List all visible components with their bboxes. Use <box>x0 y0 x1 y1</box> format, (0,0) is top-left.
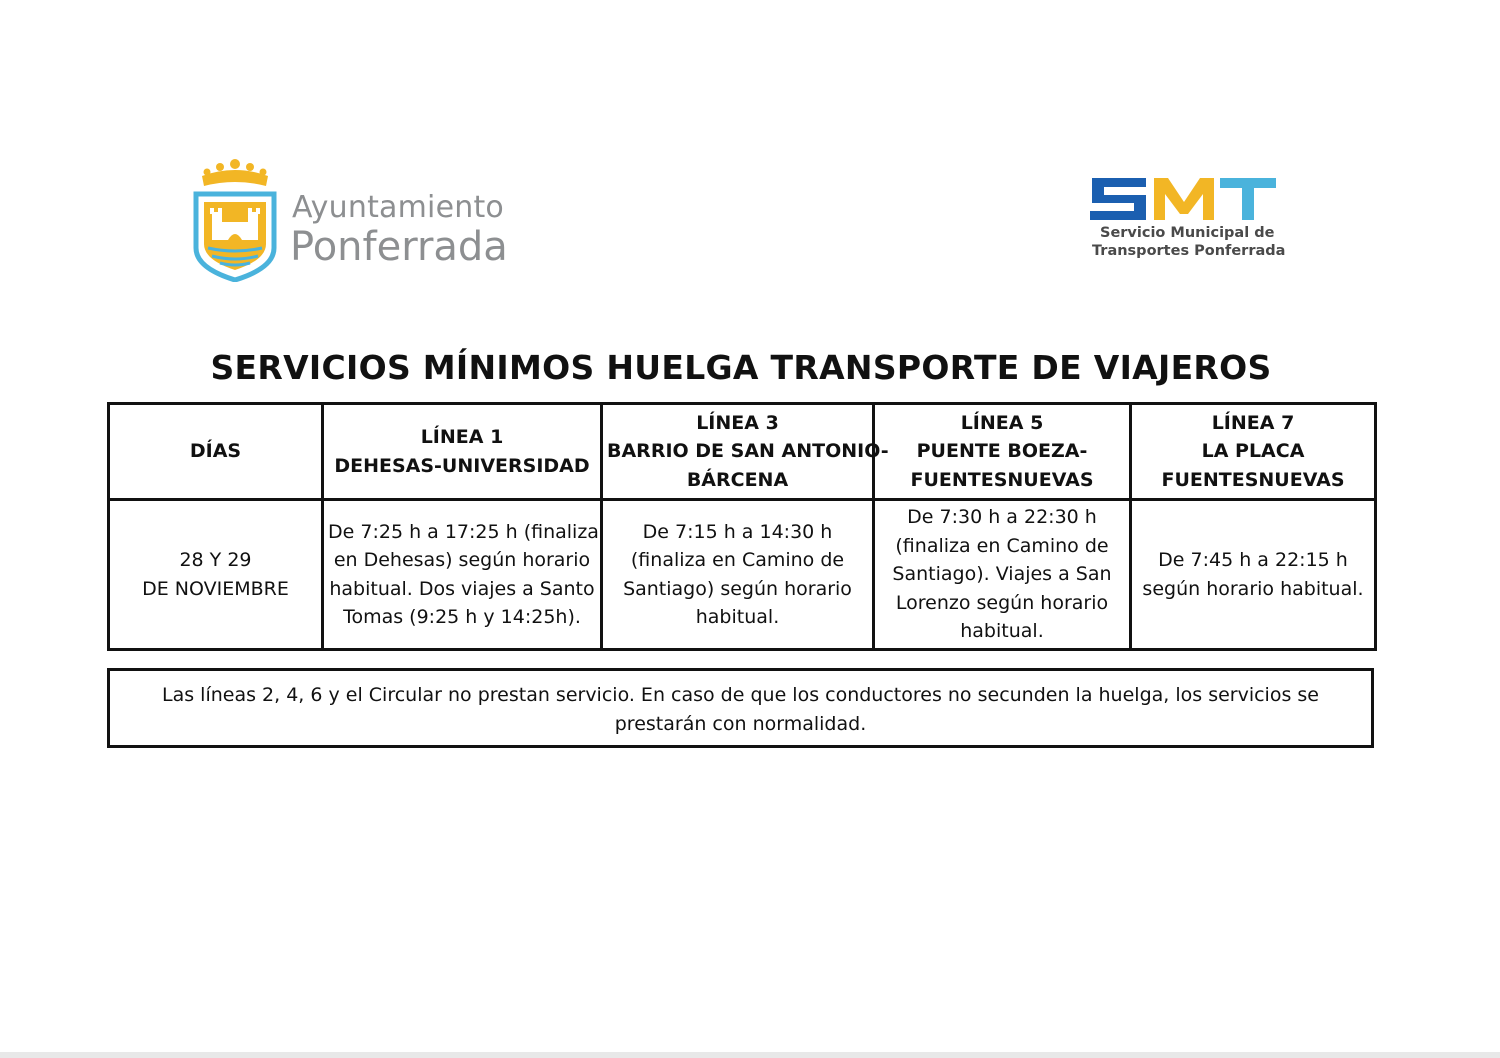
cell-text-line: BÁRCENA <box>686 468 789 491</box>
cell-text-line: De 7:45 h a 22:15 h <box>1158 549 1348 571</box>
smt-mark-icon <box>1088 176 1280 222</box>
cell-text-line: PUENTE BOEZA- <box>916 440 1088 463</box>
cell-text-line: (finaliza en Camino de <box>895 534 1109 557</box>
table-header-row <box>109 404 1376 500</box>
table-header-cell <box>323 404 602 500</box>
cell-text-line: habitual. <box>960 620 1044 643</box>
cell-text-line: De 7:25 h a 17:25 h (finaliza <box>328 520 599 543</box>
page-title: SERVICIOS MÍNIMOS HUELGA TRANSPORTE DE VIAJEROS <box>210 348 1272 387</box>
cell-text-line: FUENTESNUEVAS <box>910 468 1094 491</box>
table-row <box>109 500 1376 650</box>
cell-text-line: Tomas (9:25 h y 14:25h). <box>343 606 581 628</box>
logo-ayuntamiento-ponferrada <box>188 152 528 284</box>
table-cell <box>1131 500 1376 650</box>
cell-text-line: De 7:30 h a 22:30 h <box>907 506 1097 529</box>
smt-subtitle-line2: Transportes Ponferrada <box>1092 243 1286 259</box>
cell-text-line: Santiago) según horario <box>623 577 852 600</box>
cell-text-line: habitual. Dos viajes a Santo <box>329 577 595 600</box>
cell-text-line: DEHESAS-UNIVERSIDAD <box>334 454 590 477</box>
page-bottom-edge <box>0 1052 1500 1058</box>
cell-text-line: LÍNEA 3 <box>696 411 779 434</box>
table-cell <box>109 500 323 650</box>
table-header-cell <box>1131 404 1376 500</box>
cell-text-line: habitual. <box>695 606 780 628</box>
logo-smt <box>1088 176 1288 266</box>
cell-text-line: LÍNEA 1 <box>420 426 504 448</box>
table-cell <box>602 500 874 650</box>
cell-text-line: DÍAS <box>189 440 242 463</box>
logo-text-ponferrada: Ponferrada <box>290 224 508 270</box>
coat-of-arms-icon <box>190 156 280 282</box>
cell-text-line: De 7:15 h a 14:30 h <box>642 520 833 543</box>
note-box <box>107 668 1374 748</box>
cell-text-line: Santiago). Viajes a San <box>892 563 1112 586</box>
table-header-cell <box>602 404 889 500</box>
cell-text-line: LA PLACA <box>1201 440 1305 463</box>
cell-text-line: 28 Y 29 <box>179 549 252 571</box>
cell-text-line: LÍNEA 5 <box>960 411 1044 434</box>
schedule-table <box>107 402 1377 651</box>
table-cell <box>874 500 1131 650</box>
cell-text-line: FUENTESNUEVAS <box>1161 468 1345 491</box>
note-text-line: Las líneas 2, 4, 6 y el Circular no prestan servicio. En caso de que los conductores no secunden la huelga, los servicios se <box>162 684 1319 706</box>
table-cell <box>323 500 602 650</box>
table-header-cell <box>874 404 1131 500</box>
cell-text-line: LÍNEA 7 <box>1211 411 1295 434</box>
cell-text-line: (finaliza en Camino de <box>630 549 845 571</box>
cell-text-line: Lorenzo según horario <box>895 591 1109 614</box>
smt-subtitle-line1: Servicio Municipal de <box>1100 225 1275 241</box>
logo-text-ayuntamiento: Ayuntamiento <box>292 190 504 225</box>
cell-text-line: en Dehesas) según horario <box>333 549 591 571</box>
cell-text-line: según horario habitual. <box>1142 577 1364 600</box>
note-text-line: prestarán con normalidad. <box>614 712 867 735</box>
cell-text-line: DE NOVIEMBRE <box>142 577 289 600</box>
cell-text-line: BARRIO DE SAN ANTONIO- <box>607 440 889 463</box>
table-header-cell <box>109 404 323 500</box>
